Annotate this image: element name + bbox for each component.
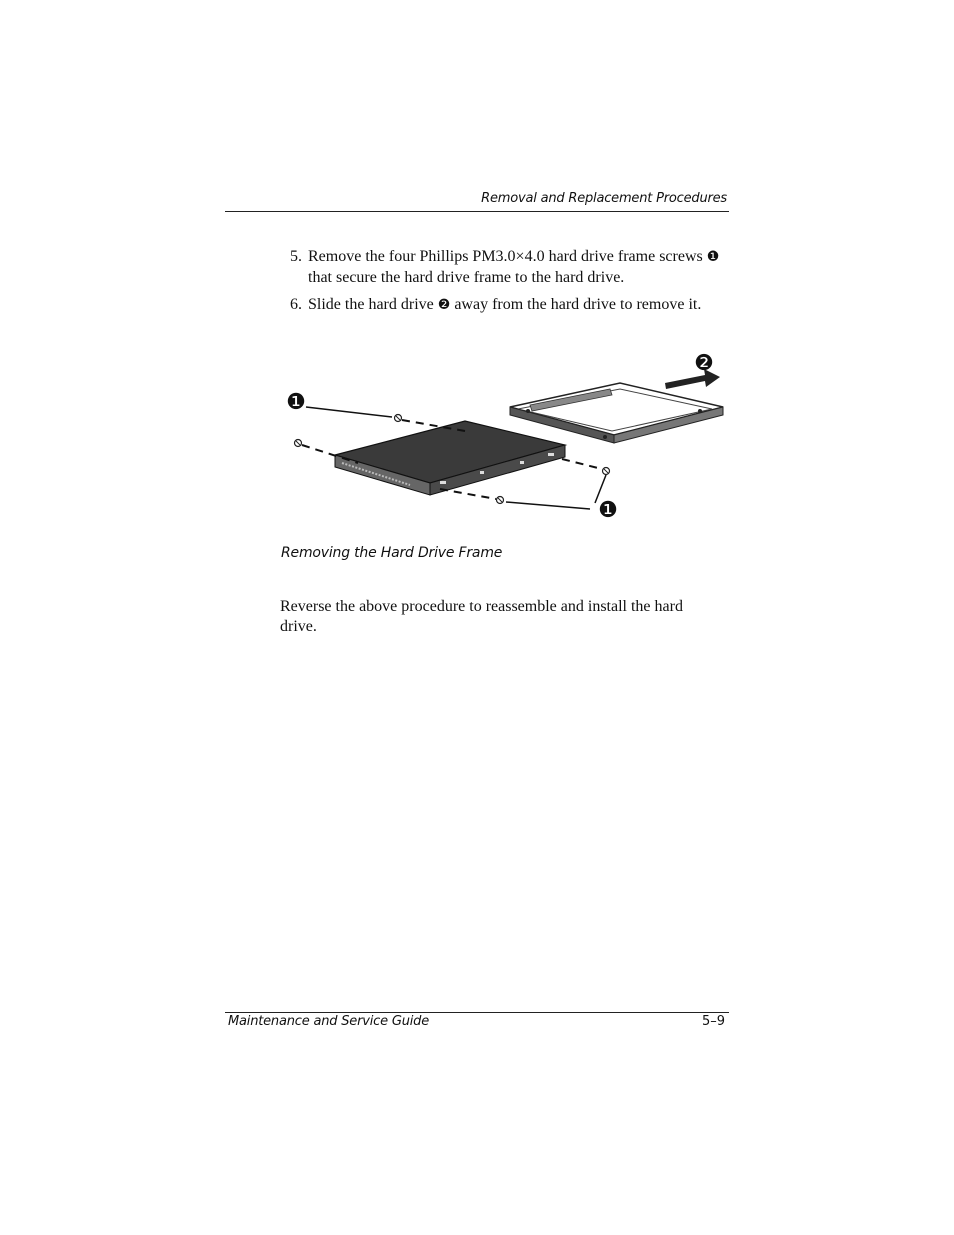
step-text-after: away from the hard drive to remove it.	[450, 296, 702, 313]
screw-icon	[395, 415, 402, 422]
footer-rule	[225, 1012, 729, 1013]
callout-1-icon: ❶	[706, 249, 720, 265]
hard-drive-frame	[510, 383, 723, 443]
step-text-before: Remove the four Phillips PM3.0×4.0 hard drive frame screws	[308, 248, 707, 265]
procedure-steps	[290, 247, 740, 324]
hard-drive	[335, 421, 565, 495]
page-number: 5–9	[701, 1014, 725, 1029]
reassembly-paragraph: Reverse the above procedure to reassemble and install the hard drive.	[280, 598, 683, 635]
hard-drive-frame-illustration	[280, 345, 730, 525]
svg-text:❶: ❶	[598, 498, 618, 523]
step-number: 5.	[290, 248, 302, 265]
screw-icon	[295, 440, 302, 447]
step-number: 6.	[290, 296, 302, 313]
step-text-after: that secure the hard drive frame to the hard drive.	[308, 268, 625, 286]
svg-text:❷: ❷	[694, 351, 714, 376]
callout-2-icon: ❷	[437, 297, 451, 313]
svg-text:❶: ❶	[286, 390, 306, 415]
step-text	[308, 295, 740, 316]
running-header: Removal and Replacement Procedures	[481, 191, 727, 206]
step-5	[290, 247, 740, 287]
callout-1-icon	[286, 390, 306, 415]
callout-1-icon	[598, 498, 618, 523]
screw-icon	[497, 497, 504, 504]
footer-guide-title: Maintenance and Service Guide	[228, 1014, 429, 1029]
step-6	[290, 295, 740, 316]
step-text	[308, 247, 740, 287]
header-rule	[225, 211, 729, 212]
callout-2-icon	[694, 351, 714, 376]
step-text-before: Slide the hard drive	[308, 296, 438, 313]
screw-icon	[603, 468, 610, 475]
figure-caption: Removing the Hard Drive Frame	[281, 545, 503, 561]
